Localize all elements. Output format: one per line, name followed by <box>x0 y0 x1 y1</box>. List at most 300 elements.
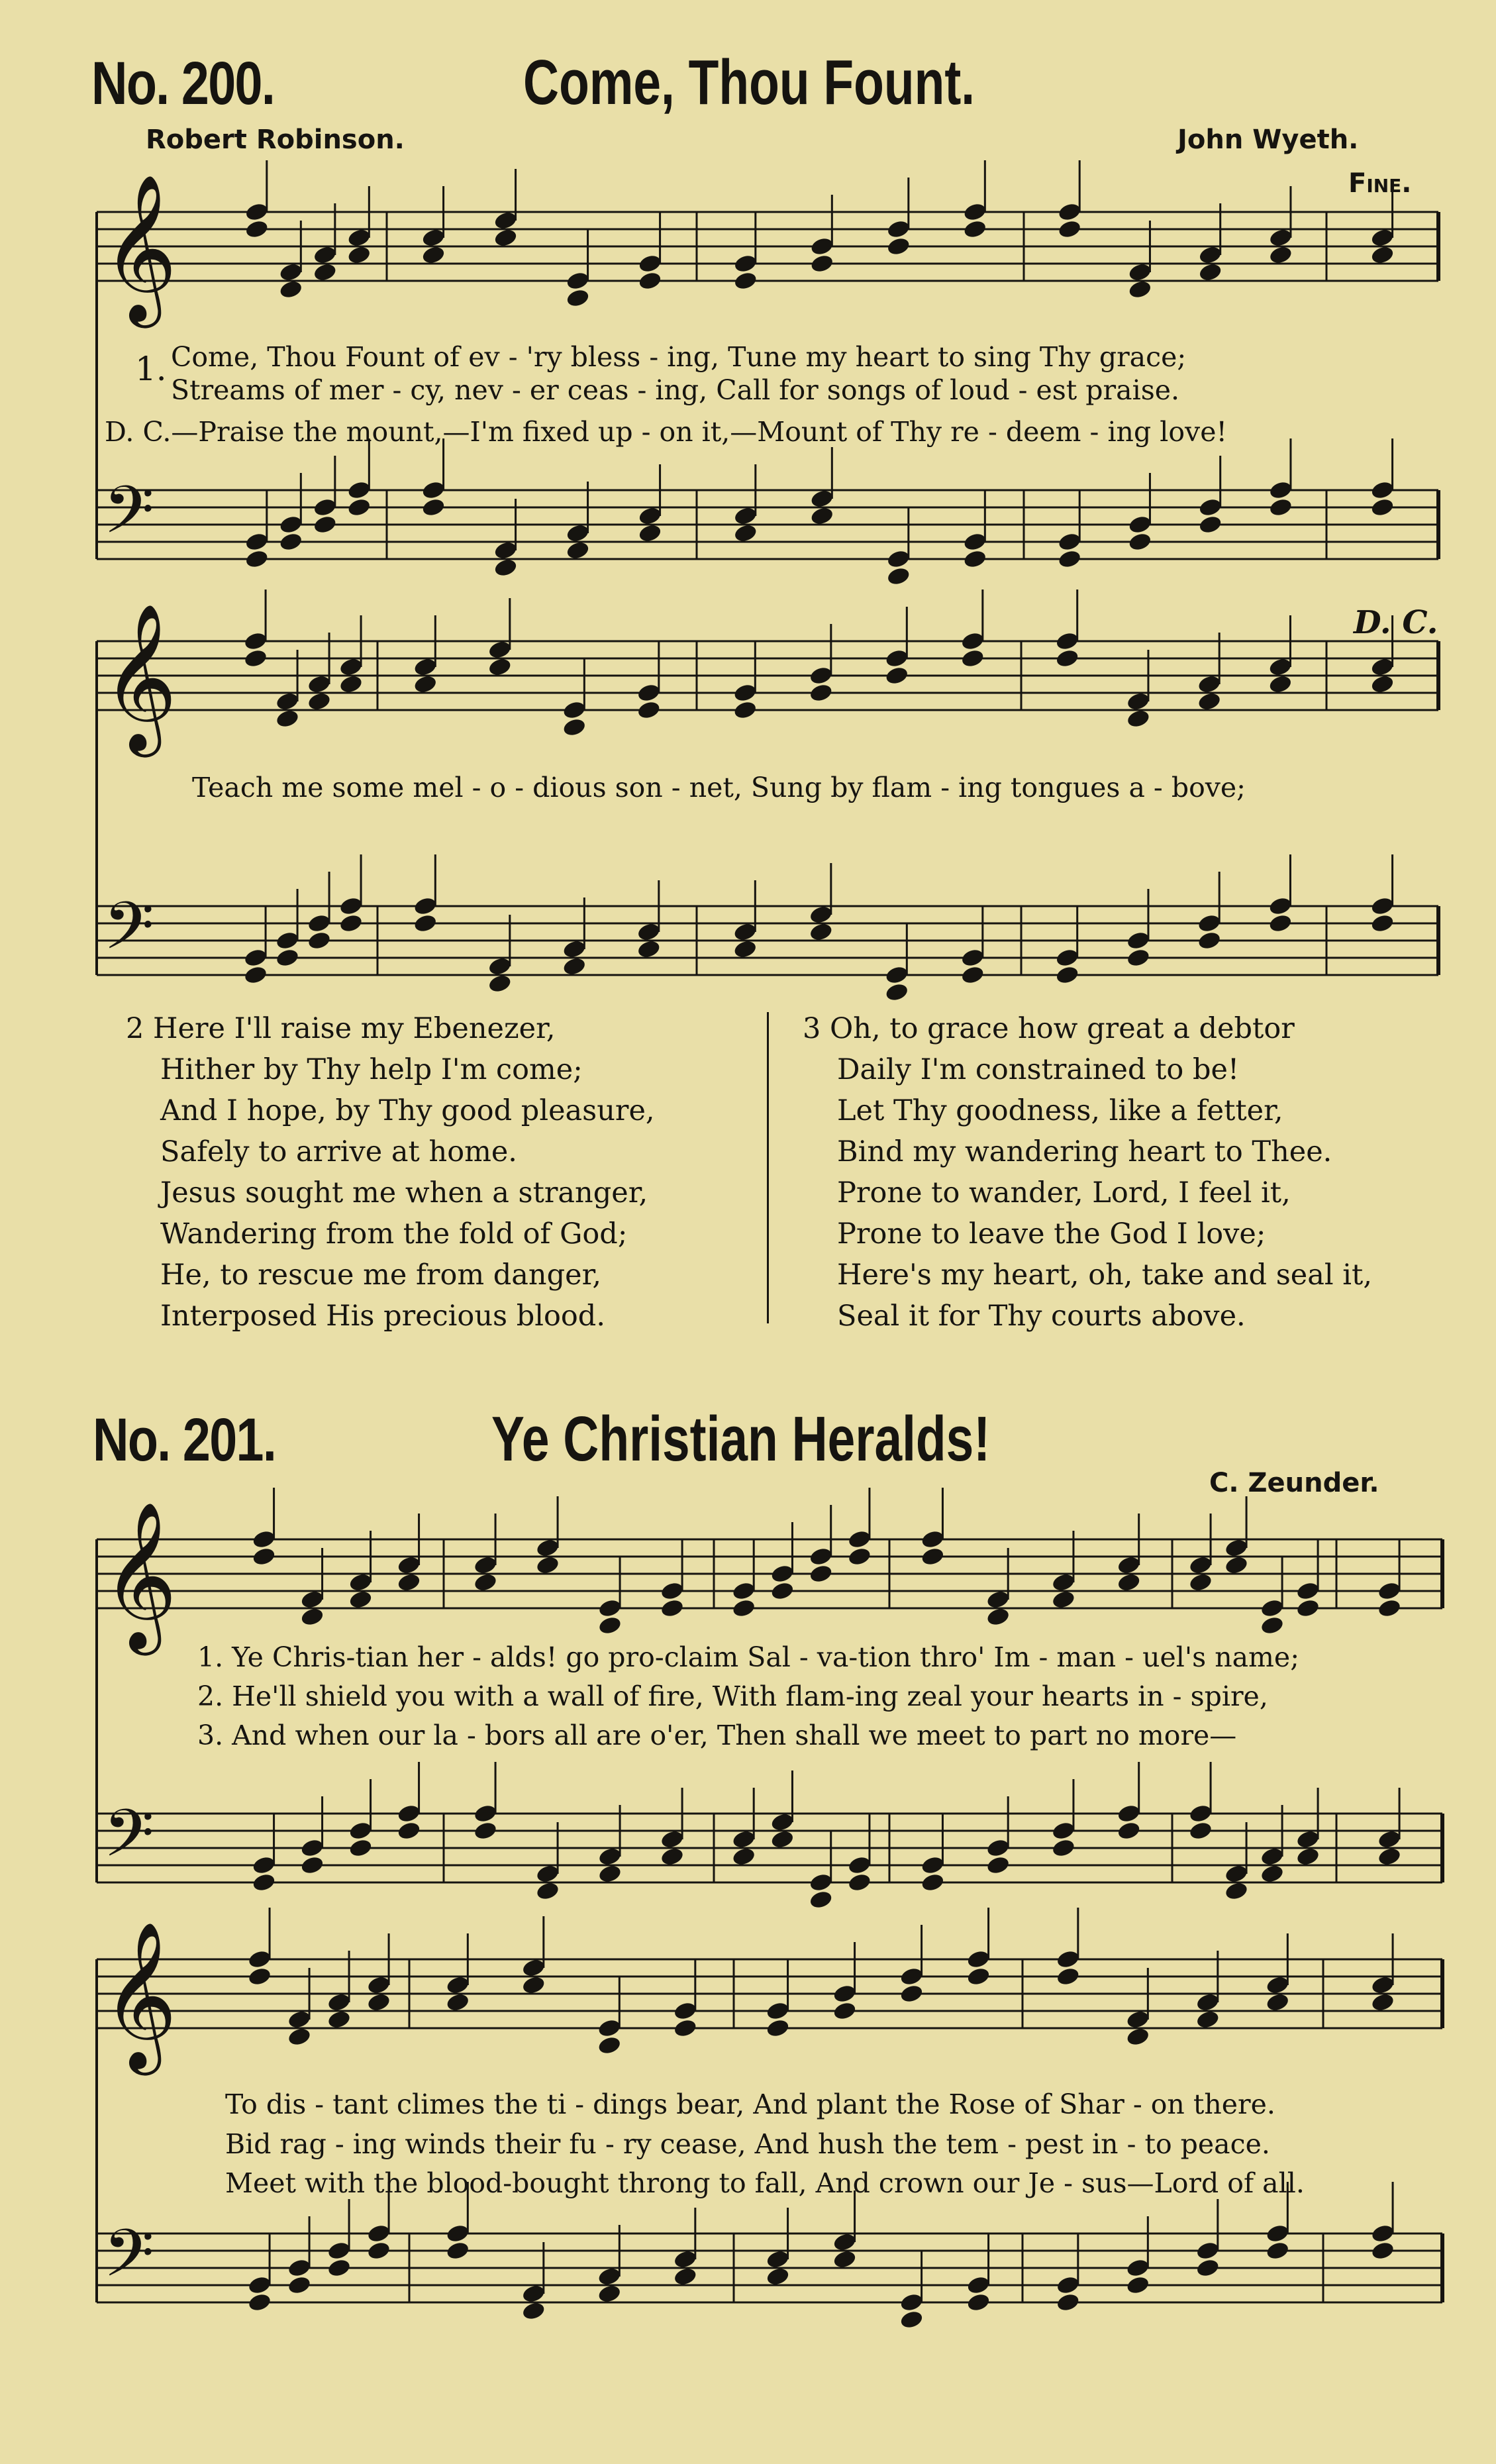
h200-sys1-treble-clef: 𝄞 <box>102 173 177 322</box>
h200-sys2-treble-note <box>1197 691 1222 712</box>
h200-sys1-treble-note <box>809 253 834 274</box>
h201-sys1-bass-note <box>1224 1880 1249 1902</box>
stanza-line: Safely to arrive at home. <box>160 1135 517 1168</box>
h200-sys2-treble-note <box>636 699 662 721</box>
h200-sys1-treble-note <box>244 201 270 223</box>
dc-mark: D. C. <box>1354 604 1438 641</box>
h200-sys1-treble-note <box>566 287 591 309</box>
hymn-200-author: Robert Robinson. <box>146 125 405 155</box>
h201-sys1-bass-note <box>535 1880 560 1902</box>
h200-sys2-bass-note <box>809 904 834 925</box>
stanza-line: Hither by Thy help I'm come; <box>160 1053 583 1086</box>
h200-sys2-bass-note <box>1370 913 1395 934</box>
h200-sys1-treble-note <box>244 219 270 240</box>
h200-sys1-bass-note <box>809 505 834 527</box>
h201-sys1-bass-note <box>847 1872 872 1893</box>
h200-sys1-treble-note <box>1198 262 1223 283</box>
h200-sys1-bass-note <box>638 505 663 527</box>
h200-sys1-treble-note <box>1268 227 1293 248</box>
h201-sys2-bass-note <box>832 2249 858 2270</box>
h201-sys2-bass-note <box>1125 2257 1150 2279</box>
h200-sys2-treble-note <box>1126 691 1151 712</box>
h200-sys1-treble-note <box>493 227 519 248</box>
stanza-line: And I hope, by Thy good pleasure, <box>160 1094 655 1127</box>
h201-sys2-bass-note <box>597 2283 622 2304</box>
h201-sys2-bass-clef: 𝄢 <box>103 2216 154 2308</box>
h200-sys2-treble-note <box>636 682 662 703</box>
h201-sys1-treble-note <box>847 1546 872 1567</box>
h201-sys1-bass-note <box>1188 1820 1213 1841</box>
h201-sys2-bass-note <box>366 2240 391 2261</box>
h201-sys1-treble-note <box>397 1572 422 1593</box>
h200-sys2-bass-note <box>243 964 268 986</box>
h200-sys2-treble-note <box>307 674 332 695</box>
h201-sys1-treble-note <box>809 1563 834 1584</box>
h200-sys1-bass-note <box>346 497 372 518</box>
h200-sys1-bass-note <box>1370 497 1395 518</box>
h200-sys1-bass-note <box>1198 497 1223 518</box>
fine-mark: Fine. <box>1348 168 1412 199</box>
h201-sys1-treble-note <box>731 1580 756 1602</box>
h201-sys2-treble-note <box>899 1966 924 1987</box>
h201-sys1-treble-note <box>1224 1555 1249 1576</box>
h201-sys2-treble-note <box>1195 1992 1221 2013</box>
h201-sys2-bass-note <box>1195 2257 1221 2279</box>
stanza-line: Wandering from the fold of God; <box>160 1217 628 1251</box>
h201-sys1-treble-note <box>770 1563 795 1584</box>
h201-sys2-treble-note <box>966 1966 991 1987</box>
h201-sys1-bass-note <box>1295 1829 1321 1850</box>
h201-sys2-treble-note <box>899 1983 924 2004</box>
hymn-201-verse-3-part-2: Meet with the blood-bought throng to fall, And crown our Je - sus—Lord of all. <box>225 2167 1305 2199</box>
h201-sys2-treble-note <box>597 2035 622 2056</box>
h201-sys2-treble-note <box>1056 1949 1081 1970</box>
h200-sys1-bass-note <box>421 497 446 518</box>
h200-sys1-treble-note <box>1057 201 1082 223</box>
stanza-line: Seal it for Thy courts above. <box>837 1300 1246 1333</box>
h200-sys2-treble-note <box>960 631 985 652</box>
h201-sys2-treble-note <box>966 1949 991 1970</box>
h200-sys1-treble-note <box>346 227 372 248</box>
h201-sys1-bass-note <box>1224 1863 1249 1884</box>
h200-sys1-bass-note <box>346 480 372 501</box>
h201-sys2-treble-note <box>1056 1966 1081 1987</box>
h200-sys2-bass-note <box>275 930 300 951</box>
h201-sys1-treble-note <box>770 1580 795 1602</box>
h201-sys1-treble-note <box>1117 1555 1142 1576</box>
h201-sys2-bass-note <box>899 2309 924 2330</box>
h201-sys1-bass-note <box>809 1889 834 1910</box>
hymn-201-number: No. 201. <box>93 1406 276 1474</box>
h200-sys1-bass-note <box>886 566 911 587</box>
h201-sys1-treble-note <box>1188 1572 1213 1593</box>
h200-sys2-treble-note <box>1055 631 1080 652</box>
h200-sys2-treble-note <box>275 708 300 729</box>
h201-sys1-treble-note <box>1260 1615 1285 1636</box>
h201-sys2-treble-note <box>326 1992 352 2013</box>
h201-sys2-bass-note <box>1370 2240 1395 2261</box>
h201-sys2-bass-note <box>1125 2275 1150 2296</box>
h200-sys1-treble-note <box>278 279 303 300</box>
h201-sys1-treble-note <box>1260 1598 1285 1619</box>
h201-sys2-treble-note <box>1265 1992 1290 2013</box>
h201-sys2-treble-note <box>673 2000 698 2022</box>
lyric-line-dc: D. C.—Praise the mount,—I'm fixed up - on it,—Mount of Thy re - deem - ing love! <box>105 416 1227 448</box>
h200-sys1-treble-note <box>809 236 834 257</box>
h200-sys2-treble-note <box>413 674 438 695</box>
h200-sys2-treble-note <box>338 674 364 695</box>
h201-sys1-treble-note <box>920 1546 945 1567</box>
h200-sys2-treble-note <box>562 717 587 738</box>
hymn-201-verse-2-part-2: Bid rag - ing winds their fu - ry cease, And hush the tem - pest in - to peace. <box>225 2128 1270 2160</box>
h200-sys2-bass-note <box>307 913 332 934</box>
h200-sys1-treble-note <box>421 227 446 248</box>
h201-sys1-bass-note <box>1188 1803 1213 1824</box>
h200-sys1-treble-note <box>1370 244 1395 266</box>
h200-sys1-treble-note <box>313 244 338 266</box>
h200-sys2-bass-note <box>1126 947 1151 968</box>
stanza-line: Daily I'm constrained to be! <box>837 1053 1240 1086</box>
h200-sys2-bass-note <box>1268 896 1293 917</box>
stanza-line: Jesus sought me when a stranger, <box>160 1176 648 1209</box>
stanza-3 <box>803 1008 1372 1337</box>
h201-sys2-bass-note <box>1056 2292 1081 2313</box>
h201-sys2-bass-note <box>597 2266 622 2287</box>
h200-sys2-treble-note <box>1268 656 1293 678</box>
h201-sys2-bass-note <box>1265 2223 1290 2244</box>
h201-sys2-bass-note <box>247 2275 272 2296</box>
h200-sys2-treble-note <box>1197 674 1222 695</box>
h201-sys1-treble-note <box>809 1546 834 1567</box>
h200-sys1-treble-note <box>421 244 446 266</box>
h201-sys1-bass-note <box>597 1863 623 1884</box>
h201-sys1-bass-note <box>985 1837 1011 1859</box>
h201-sys1-bass-note <box>1051 1820 1076 1841</box>
h200-sys2-treble-note <box>307 691 332 712</box>
h201-sys1-treble-note <box>1295 1598 1321 1619</box>
hymn-201-verse-3-part-1: 3. And when our la - bors all are o'er, Then shall we meet to part no more— <box>197 1720 1237 1751</box>
h200-sys2-bass-note <box>960 947 985 968</box>
h201-sys1-treble-note <box>300 1589 325 1610</box>
h201-sys2-treble-note <box>247 1966 272 1987</box>
h201-sys1-bass-note <box>300 1837 325 1859</box>
h201-sys1-treble-note <box>1224 1537 1249 1559</box>
h201-sys1-treble-note <box>252 1546 277 1567</box>
h201-sys2-treble-note <box>1370 1975 1395 1996</box>
h200-sys2-bass-note <box>413 913 438 934</box>
stanza-line: Bind my wandering heart to Thee. <box>837 1135 1332 1168</box>
h200-sys2-treble-note <box>487 639 513 660</box>
h201-sys1-treble-note <box>252 1529 277 1550</box>
stanza-line: Here's my heart, oh, take and seal it, <box>837 1258 1372 1292</box>
h200-sys2-bass-note <box>1197 930 1222 951</box>
h200-sys2-treble-note <box>1370 674 1395 695</box>
h201-sys2-treble-note <box>766 2018 791 2039</box>
h201-sys2-bass-note <box>445 2223 470 2244</box>
h200-sys1-bass-note <box>1127 531 1152 552</box>
h201-sys1-treble-note <box>473 1572 498 1593</box>
h200-sys1-treble-note <box>886 236 911 257</box>
h200-sys1-treble-note <box>346 244 372 266</box>
h200-sys1-bass-note <box>1268 480 1293 501</box>
h201-sys1-treble-note <box>660 1580 685 1602</box>
h201-sys2-bass-note <box>1056 2275 1081 2296</box>
stanza-line: Let Thy goodness, like a fetter, <box>837 1094 1283 1127</box>
h201-sys1-treble-clef: 𝄞 <box>102 1500 177 1649</box>
h201-sys2-treble-note <box>832 1983 858 2004</box>
hymn-201-verse-1-part-2: To dis - tant climes the ti - dings bear, And plant the Rose of Shar - on there. <box>225 2088 1275 2120</box>
h201-sys2-bass-note <box>766 2249 791 2270</box>
lyric-line-3: Teach me some mel - o - dious son - net, Sung by flam - ing tongues a - bove; <box>192 772 1246 803</box>
h201-sys1-bass-note <box>770 1812 795 1833</box>
h201-sys1-bass-note <box>473 1820 498 1841</box>
verse-number: 1. <box>135 350 167 388</box>
h201-sys2-treble-note <box>1370 1992 1395 2013</box>
h201-sys1-treble-note <box>1051 1572 1076 1593</box>
h201-sys1-treble-note <box>473 1555 498 1576</box>
h200-sys2-bass-note <box>562 939 587 960</box>
stanza-line: 3 Oh, to grace how great a debtor <box>803 1012 1295 1045</box>
h200-sys2-bass-note <box>243 947 268 968</box>
h201-sys1-bass-clef: 𝄢 <box>103 1796 154 1888</box>
h200-sys2-bass-note <box>636 939 662 960</box>
h200-sys2-treble-note <box>809 665 834 686</box>
h200-sys1-treble-note <box>1127 262 1152 283</box>
h201-sys2-bass-note <box>366 2223 391 2244</box>
h201-sys2-treble-note <box>673 2018 698 2039</box>
h201-sys1-treble-note <box>1188 1555 1213 1576</box>
h200-sys1-bass-note <box>1057 531 1082 552</box>
h200-sys1-bass-note <box>313 497 338 518</box>
h201-sys2-treble-clef: 𝄞 <box>102 1920 177 2069</box>
h201-sys1-treble-note <box>985 1589 1011 1610</box>
stanza-2 <box>126 1008 655 1337</box>
h200-sys1-treble-note <box>962 201 987 223</box>
h201-sys1-bass-note <box>1377 1829 1402 1850</box>
h201-sys2-bass-note <box>287 2257 312 2279</box>
h201-sys1-bass-note <box>252 1855 277 1876</box>
lyric-line-2: Streams of mer - cy, nev - er ceas - ing, Call for songs of loud - est praise. <box>171 374 1180 406</box>
h201-sys2-treble-note <box>1265 1975 1290 1996</box>
h201-sys2-treble-note <box>366 1992 391 2013</box>
h200-sys2-bass-note <box>1055 964 1080 986</box>
h200-sys1-treble-note <box>278 262 303 283</box>
h201-sys1-bass-note <box>1260 1846 1285 1867</box>
h201-sys1-bass-note <box>1260 1863 1285 1884</box>
h200-sys1-bass-note <box>1198 514 1223 535</box>
h200-sys1-treble-note <box>1057 219 1082 240</box>
h201-sys2-treble-note <box>521 1957 546 1978</box>
h200-sys2-treble-note <box>809 682 834 703</box>
h201-sys1-bass-note <box>1051 1837 1076 1859</box>
h200-sys2-treble-note <box>884 665 909 686</box>
h201-sys1-bass-note <box>473 1803 498 1824</box>
h201-sys1-bass-note <box>847 1855 872 1876</box>
h201-sys2-treble-note <box>287 2026 312 2047</box>
h200-sys1-bass-note <box>733 505 758 527</box>
h200-sys1-bass-note <box>886 548 911 570</box>
stanza-line: He, to rescue me from danger, <box>160 1258 602 1292</box>
h201-sys2-treble-note <box>1125 2026 1150 2047</box>
h200-sys2-treble-note <box>275 691 300 712</box>
h200-sys1-bass-note <box>1127 514 1152 535</box>
h201-sys2-treble-note <box>521 1975 546 1996</box>
hymn-201-verse-1-part-1: 1. Ye Chris-tian her - alds! go pro-claim Sal - va-tion thro' Im - man - uel's name; <box>197 1641 1300 1673</box>
h201-sys2-bass-note <box>966 2292 991 2313</box>
h201-sys2-bass-note <box>766 2266 791 2287</box>
h201-sys2-bass-note <box>326 2257 352 2279</box>
h200-sys1-bass-note <box>244 548 270 570</box>
h200-sys2-treble-note <box>1268 674 1293 695</box>
h201-sys2-bass-note <box>673 2249 698 2270</box>
h201-sys1-treble-note <box>597 1615 623 1636</box>
h201-sys1-treble-note <box>847 1529 872 1550</box>
h200-sys1-bass-note <box>1268 497 1293 518</box>
h200-sys1-treble-note <box>493 210 519 231</box>
h200-sys2-treble-note <box>884 648 909 669</box>
h200-sys2-treble-note <box>243 648 268 669</box>
h201-sys2-bass-note <box>521 2283 546 2304</box>
h200-sys2-treble-clef: 𝄞 <box>102 602 177 751</box>
h201-sys1-treble-note <box>660 1598 685 1619</box>
h201-sys1-treble-note <box>300 1606 325 1627</box>
h201-sys2-bass-note <box>899 2292 924 2313</box>
h200-sys2-treble-note <box>487 656 513 678</box>
h201-sys2-treble-note <box>445 1992 470 2013</box>
h201-sys1-treble-note <box>1377 1580 1402 1602</box>
h200-sys1-bass-note <box>313 514 338 535</box>
h201-sys1-bass-note <box>597 1846 623 1867</box>
h201-sys2-treble-note <box>597 2018 622 2039</box>
h200-sys2-treble-note <box>338 656 364 678</box>
h201-sys2-bass-note <box>287 2275 312 2296</box>
h201-sys2-treble-note <box>366 1975 391 1996</box>
h201-sys1-bass-note <box>660 1829 685 1850</box>
lyric-line-1: Come, Thou Fount of ev - 'ry bless - ing, Tune my heart to sing Thy grace; <box>171 341 1187 373</box>
stanza-line: 2 Here I'll raise my Ebenezer, <box>126 1012 556 1045</box>
h201-sys1-bass-note <box>920 1855 945 1876</box>
h201-sys1-bass-note <box>660 1846 685 1867</box>
h201-sys1-bass-note <box>252 1872 277 1893</box>
h201-sys1-treble-note <box>535 1537 560 1559</box>
h200-sys1-treble-note <box>733 253 758 274</box>
h201-sys1-bass-note <box>809 1872 834 1893</box>
h200-sys1-bass-note <box>1057 548 1082 570</box>
h201-sys1-treble-note <box>731 1598 756 1619</box>
h200-sys1-treble-note <box>1127 279 1152 300</box>
h200-sys1-bass-note <box>278 531 303 552</box>
h200-sys1-bass-note <box>493 557 519 578</box>
stanza-line: Prone to wander, Lord, I feel it, <box>837 1176 1291 1209</box>
h200-sys1-treble-note <box>1370 227 1395 248</box>
h201-sys1-treble-note <box>397 1555 422 1576</box>
h201-sys1-bass-note <box>985 1855 1011 1876</box>
h200-sys2-treble-note <box>732 699 758 721</box>
h201-sys1-bass-note <box>731 1846 756 1867</box>
h201-sys2-bass-note <box>966 2275 991 2296</box>
h201-sys1-bass-note <box>1377 1846 1402 1867</box>
h200-sys2-bass-note <box>487 973 513 994</box>
hymn-200-title: Come, Thou Fount. <box>523 47 975 118</box>
h201-sys1-bass-note <box>920 1872 945 1893</box>
h200-sys2-bass-note <box>960 964 985 986</box>
h201-sys2-bass-note <box>326 2240 352 2261</box>
h200-sys1-treble-note <box>638 253 663 274</box>
h201-sys1-treble-note <box>348 1589 374 1610</box>
h200-sys1-bass-note <box>566 540 591 561</box>
h200-sys2-treble-note <box>960 648 985 669</box>
h200-sys2-treble-note <box>413 656 438 678</box>
h200-sys2-treble-note <box>1126 708 1151 729</box>
h201-sys1-bass-note <box>300 1855 325 1876</box>
h201-sys2-treble-note <box>326 2009 352 2030</box>
hymn-200-number: No. 200. <box>91 50 275 117</box>
stanza-line: Prone to leave the God I love; <box>837 1217 1266 1251</box>
h200-sys2-bass-note <box>562 956 587 977</box>
h200-sys2-bass-note <box>884 982 909 1003</box>
h200-sys1-treble-note <box>638 270 663 291</box>
h200-sys1-treble-note <box>962 219 987 240</box>
h201-sys1-treble-note <box>597 1598 623 1619</box>
h201-sys2-bass-note <box>521 2300 546 2322</box>
h200-sys2-bass-note <box>413 896 438 917</box>
h200-sys1-bass-note <box>809 488 834 509</box>
h200-sys1-bass-note <box>566 523 591 544</box>
h200-sys2-bass-note <box>1197 913 1222 934</box>
h200-sys1-bass-note <box>421 480 446 501</box>
h200-sys1-bass-note <box>733 523 758 544</box>
h201-sys2-bass-note <box>832 2232 858 2253</box>
h200-sys1-treble-note <box>566 270 591 291</box>
h201-sys2-bass-note <box>1195 2240 1221 2261</box>
h201-sys1-bass-note <box>1295 1846 1321 1867</box>
h201-sys1-treble-note <box>1051 1589 1076 1610</box>
h201-sys2-bass-note <box>445 2240 470 2261</box>
h200-sys2-bass-note <box>1268 913 1293 934</box>
h200-sys2-treble-note <box>1370 656 1395 678</box>
h200-sys2-bass-note <box>1370 896 1395 917</box>
h201-sys1-treble-note <box>348 1572 374 1593</box>
h200-sys1-treble-note <box>1268 244 1293 266</box>
h200-sys1-bass-note <box>493 540 519 561</box>
h201-sys1-bass-note <box>1117 1820 1142 1841</box>
h201-sys2-bass-note <box>673 2266 698 2287</box>
h200-sys2-bass-note <box>1126 930 1151 951</box>
h200-sys1-treble-note <box>733 270 758 291</box>
h201-sys2-treble-note <box>832 2000 858 2022</box>
h201-sys2-treble-note <box>287 2009 312 2030</box>
h201-sys1-bass-note <box>770 1829 795 1850</box>
hymn-200-composer: John Wyeth. <box>1177 125 1359 155</box>
h200-sys2-treble-note <box>732 682 758 703</box>
h200-sys2-bass-note <box>732 921 758 943</box>
h200-sys2-bass-note <box>338 913 364 934</box>
h200-sys1-bass-note <box>638 523 663 544</box>
h201-sys1-treble-note <box>985 1606 1011 1627</box>
hymn-201-composer: C. Zeunder. <box>1209 1468 1379 1498</box>
h201-sys1-treble-note <box>1295 1580 1321 1602</box>
h200-sys1-treble-note <box>886 219 911 240</box>
h200-sys2-bass-note <box>884 964 909 986</box>
stanza-line: Interposed His precious blood. <box>160 1300 606 1333</box>
h200-sys2-bass-note <box>487 956 513 977</box>
h200-sys2-bass-note <box>307 930 332 951</box>
h201-sys1-treble-note <box>920 1529 945 1550</box>
h200-sys2-bass-note <box>636 921 662 943</box>
h201-sys2-treble-note <box>1195 2009 1221 2030</box>
h200-sys1-bass-note <box>278 514 303 535</box>
h201-sys1-bass-note <box>348 1837 374 1859</box>
